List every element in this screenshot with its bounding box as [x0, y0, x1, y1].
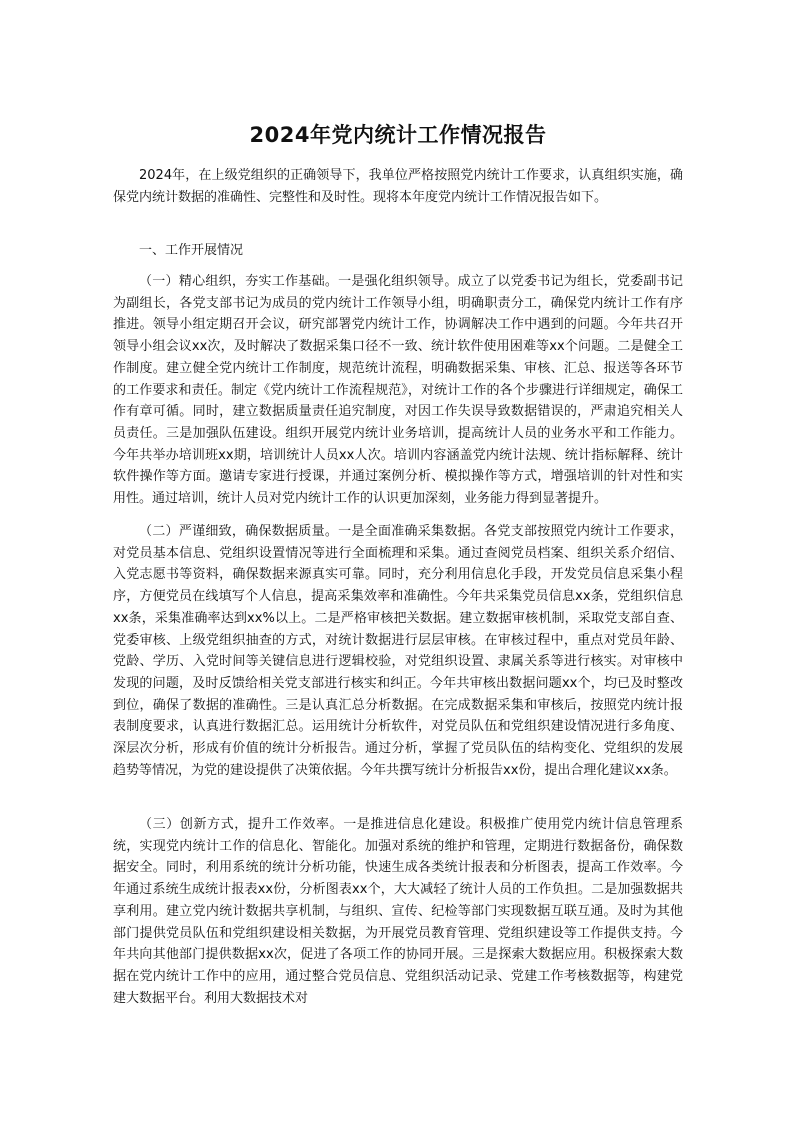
intro-paragraph: 2024年，在上级党组织的正确领导下，我单位严格按照党内统计工作要求，认真组织实施，确保党内统计数据的准确性、完整性和及时性。现将本年度党内统计工作情况报告如下。 — [113, 168, 683, 205]
page-title: 2024年党内统计工作情况报告 — [249, 123, 547, 147]
paragraph-data-quality: （二）严谨细致，确保数据质量。一是全面准确采集数据。各党支部按照党内统计工作要求，对党员基本信息、党组织设置情况等进行全面梳理和采集。通过查阅党员档案、组织关系介绍信、入党志愿书等资料，确保数据来源真实可靠。同时，充分利用信息化手段，开发党员信息采集小程序，方便党员在线填写个人信息，提高采集效率和准确性。今年共采集党员信息xx条，党组织信息xx条，采集准确率达到xx%以上。二是严格审核把关数据。建立数据审核机制，采取党支部自查、党委审核、上级党组织抽查的方式，对统计数据进行层层审核。在审核过程中，重点对党员年龄、党龄、学历、入党时间等关键信息进行逻辑校验，对党组织设置、隶属关系等进行核实。对审核中发现的问题，及时反馈给相关党支部进行核实和纠正。今年共审核出数据问题xx个，均已及时整改到位，确保了数据的准确性。三是认真汇总分析数据。在完成数据采集和审核后，按照党内统计报表制度要求，认真进行数据汇总。运用统计分析软件，对党员队伍和党组织建设情况进行多角度、深层次分析，形成有价值的统计分析报告。通过分析，掌握了党员队伍的结构变化、党组织的发展趋势等情况，为党的建设提供了决策依据。今年共撰写统计分析报告xx份，提出合理化建议xx条。 — [113, 524, 683, 778]
paragraph-efficiency: （三）创新方式，提升工作效率。一是推进信息化建设。积极推广使用党内统计信息管理系统，实现党内统计工作的信息化、智能化。加强对系统的维护和管理，定期进行数据备份，确保数据安全。同时，利用系统的统计分析功能，快速生成各类统计报表和分析图表，提高工作效率。今年通过系统生成统计报表xx份，分析图表xx个，大大减轻了统计人员的工作负担。二是加强数据共享利用。建立党内统计数据共享机制，与组织、宣传、纪检等部门实现数据互联互通。及时为其他部门提供党员队伍和党组织建设相关数据，为开展党员教育管理、党组织建设等工作提供支持。今年共向其他部门提供数据xx次，促进了各项工作的协同开展。三是探索大数据应用。积极探索大数据在党内统计工作中的应用，通过整合党员信息、党组织活动记录、党建工作考核数据等，构建党建大数据平台。利用大数据技术对 — [113, 817, 683, 1006]
section-heading-work-progress: 一、工作开展情况 — [139, 243, 244, 258]
paragraph-organization: （一）精心组织，夯实工作基础。一是强化组织领导。成立了以党委书记为组长，党委副书记为副组长，各党支部书记为成员的党内统计工作领导小组，明确职责分工，确保党内统计工作有序推进。领导小组定期召开会议，研究部署党内统计工作，协调解决工作中遇到的问题。今年共召开领导小组会议xx次，及时解决了数据采集口径不一致、统计软件使用困难等xx个问题。二是健全工作制度。建立健全党内统计工作制度，规范统计流程，明确数据采集、审核、汇总、报送等各环节的工作要求和责任。制定《党内统计工作流程规范》，对统计工作的各个步骤进行详细规定，确保工作有章可循。同时，建立数据质量责任追究制度，对因工作失误导致数据错误的，严肃追究相关人员责任。三是加强队伍建设。组织开展党内统计业务培训，提高统计人员的业务水平和工作能力。今年共举办培训班xx期，培训统计人员xx人次。培训内容涵盖党内统计法规、统计指标解释、统计软件操作等方面。邀请专家进行授课，并通过案例分析、模拟操作等方式，增强培训的针对性和实用性。通过培训，统计人员对党内统计工作的认识更加深刻，业务能力得到显著提升。 — [113, 274, 683, 507]
